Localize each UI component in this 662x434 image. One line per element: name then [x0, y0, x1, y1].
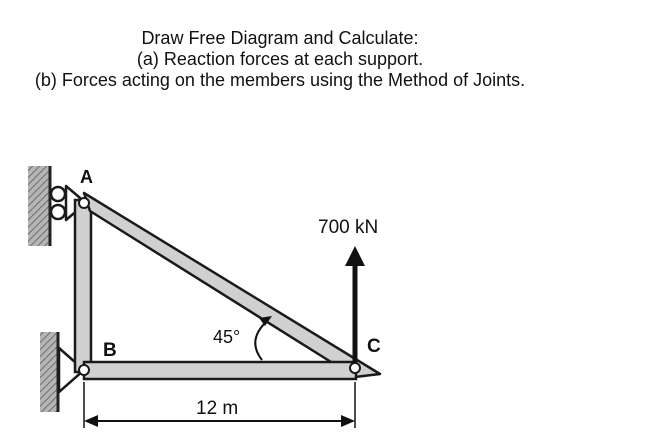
joint-b-label: B	[103, 340, 117, 361]
joint-c-pin	[350, 363, 360, 373]
load-label: 700 kN	[318, 217, 379, 238]
span-label: 12 m	[196, 398, 239, 419]
prompt-line-1: Draw Free Diagram and Calculate:	[141, 28, 419, 48]
angle-label: 45°	[213, 327, 241, 347]
wall-lower	[40, 332, 58, 412]
member-ab	[75, 200, 91, 372]
joint-b-pin	[79, 365, 89, 375]
angle-arc	[255, 320, 268, 360]
prompt-line-3: (b) Forces acting on the members using the Method of Joints.	[34, 70, 526, 90]
joint-a-pin	[79, 198, 89, 208]
joint-c-label: C	[367, 336, 381, 357]
load-arrow	[345, 246, 365, 363]
prompt-line-2: (a) Reaction forces at each support.	[136, 49, 424, 69]
wall-upper	[28, 166, 50, 246]
member-bc	[84, 362, 356, 379]
joint-a-label: A	[80, 167, 93, 187]
